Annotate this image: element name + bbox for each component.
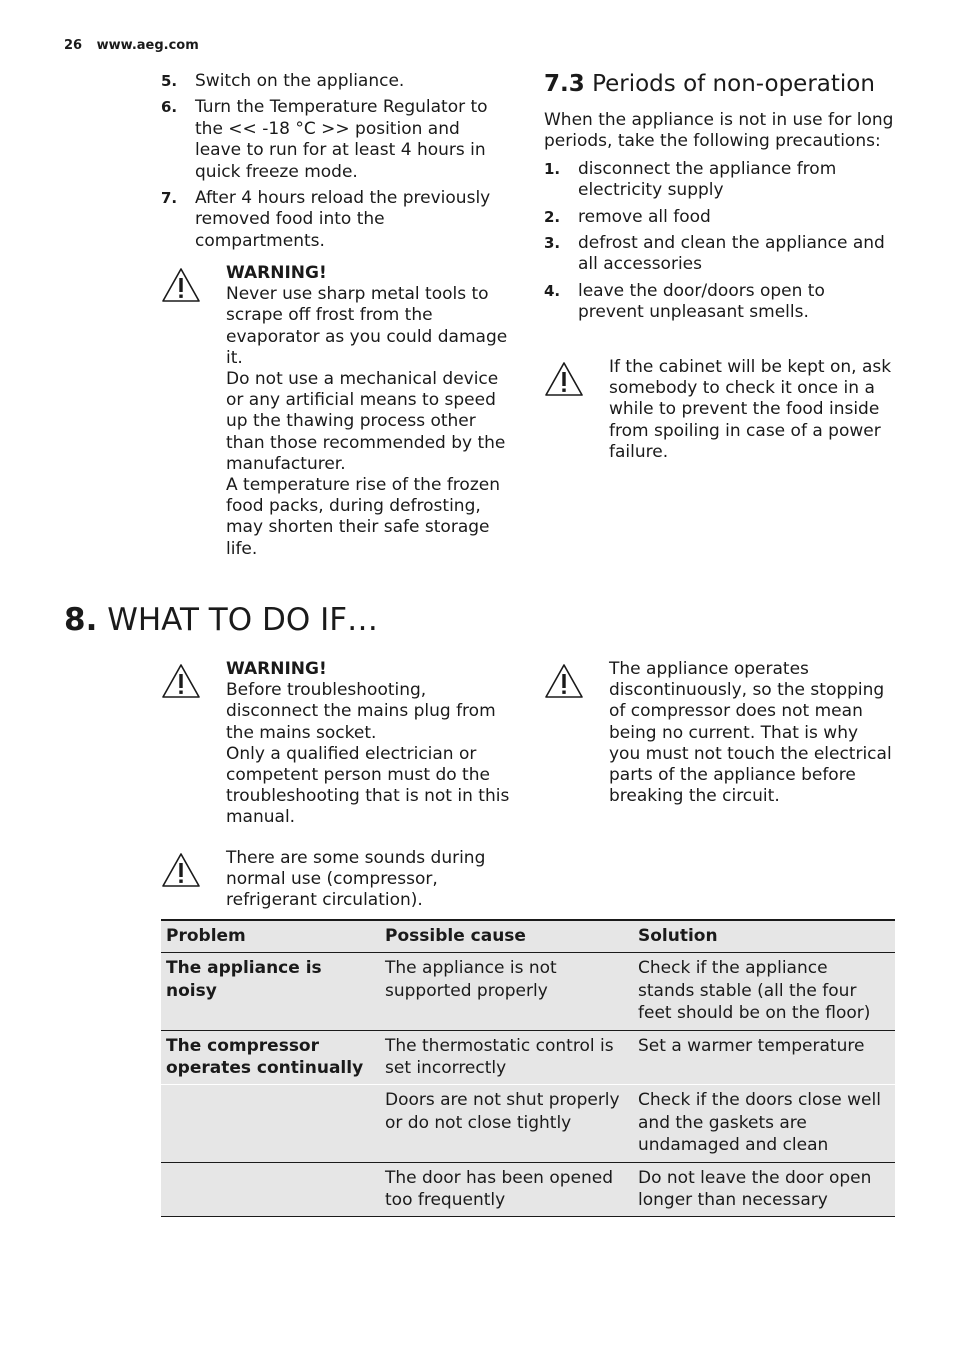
defrost-steps (161, 71, 511, 257)
page-number: 26 (64, 38, 83, 53)
column-header-problem: Problem (161, 920, 380, 953)
step-item: 7. After 4 hours reload the previously removed food into the compartments. (161, 188, 491, 251)
step-item: 3. defrost and clean the appliance and all accessories (544, 233, 885, 275)
note-text: The appliance operates discontinuously, so the stopping of compressor does not mean being no current. That is why you must not touch the electrical parts of the appliance before breaking the circuit. (609, 659, 892, 807)
problem-cell: The appliance is noisy (161, 953, 380, 1030)
note-text: There are some sounds during normal use (compressor, refrigerant circulation). (226, 848, 486, 911)
troubleshooting-table (161, 919, 895, 1217)
problem-cell (161, 1085, 380, 1162)
warning-triangle-icon (544, 361, 584, 397)
step-item: 4. leave the door/doors open to prevent unpleasant smells. (544, 280, 825, 323)
problem-cell (161, 1162, 380, 1217)
table-row (161, 953, 895, 1030)
warning-triangle-icon (544, 663, 584, 699)
sounds-note (161, 848, 511, 912)
solution-cell: Check if the doors close well and the gaskets are undamaged and clean (633, 1085, 895, 1162)
problem-cell: The compressor operates continually (161, 1030, 380, 1085)
section-intro: When the appliance is not in use for long periods, take the following precautions: (544, 110, 894, 152)
step-item: 1. disconnect the appliance from electricity supply (544, 158, 837, 201)
warning-text: Only a qualified electrician or competent person must do the troubleshooting that is not in this manual. (226, 743, 510, 828)
cause-cell: The door has been opened too frequently (380, 1162, 633, 1217)
table-header-row (161, 920, 895, 953)
solution-cell: Set a warmer temperature (633, 1030, 895, 1085)
section-title: 7.3 Periods of non-operation (544, 71, 875, 97)
table-row (161, 1030, 895, 1085)
column-header-solution: Solution (633, 920, 895, 953)
warning-text: Do not use a mechanical device or any artificial means to speed up the thawing process other than those recommended by the manufacturer. (226, 369, 506, 474)
chapter-title: 8. WHAT TO DO IF… (64, 602, 379, 638)
warning-triangle-icon (161, 852, 201, 888)
defrost-warning (161, 263, 511, 560)
warning-text: Never use sharp metal tools to scrape off frost from the evaporator as you could damage it. (226, 284, 508, 368)
note-text: If the cabinet will be kept on, ask somebody to check it once in a while to prevent the food inside from spoiling in case of a power failure. (609, 357, 892, 462)
warning-text: Before troubleshooting, disconnect the mains plug from the mains socket. (226, 680, 496, 743)
section-non-operation (544, 70, 894, 329)
warning-triangle-icon (161, 663, 201, 699)
non-operation-note (544, 357, 894, 463)
cause-cell: The appliance is not supported properly (380, 953, 633, 1030)
table-row (161, 1162, 895, 1217)
warning-title: WARNING! (226, 659, 327, 679)
compressor-note (544, 659, 894, 807)
warning-text: A temperature rise of the frozen food packs, during defrosting, may shorten their safe storage life. (226, 475, 500, 559)
step-item: 6. Turn the Temperature Regulator to the << -18 °C >> position and leave to run for at least 4 hours in quick freeze mode. (161, 97, 488, 182)
table-row (161, 1085, 895, 1162)
step-item: 2. remove all food (544, 206, 711, 227)
warning-triangle-icon (161, 267, 201, 303)
solution-cell: Do not leave the door open longer than necessary (633, 1162, 895, 1217)
solution-cell: Check if the appliance stands stable (all the four feet should be on the floor) (633, 953, 895, 1030)
step-item: 5. Switch on the appliance. (161, 71, 405, 91)
website-link[interactable]: www.aeg.com (96, 38, 199, 53)
cause-cell: Doors are not shut properly or do not close tightly (380, 1085, 633, 1162)
troubleshoot-warning (161, 659, 511, 829)
cause-cell: The thermostatic control is set incorrectly (380, 1030, 633, 1085)
warning-title: WARNING! (226, 263, 327, 283)
column-header-cause: Possible cause (380, 920, 633, 953)
page-header (64, 38, 199, 53)
